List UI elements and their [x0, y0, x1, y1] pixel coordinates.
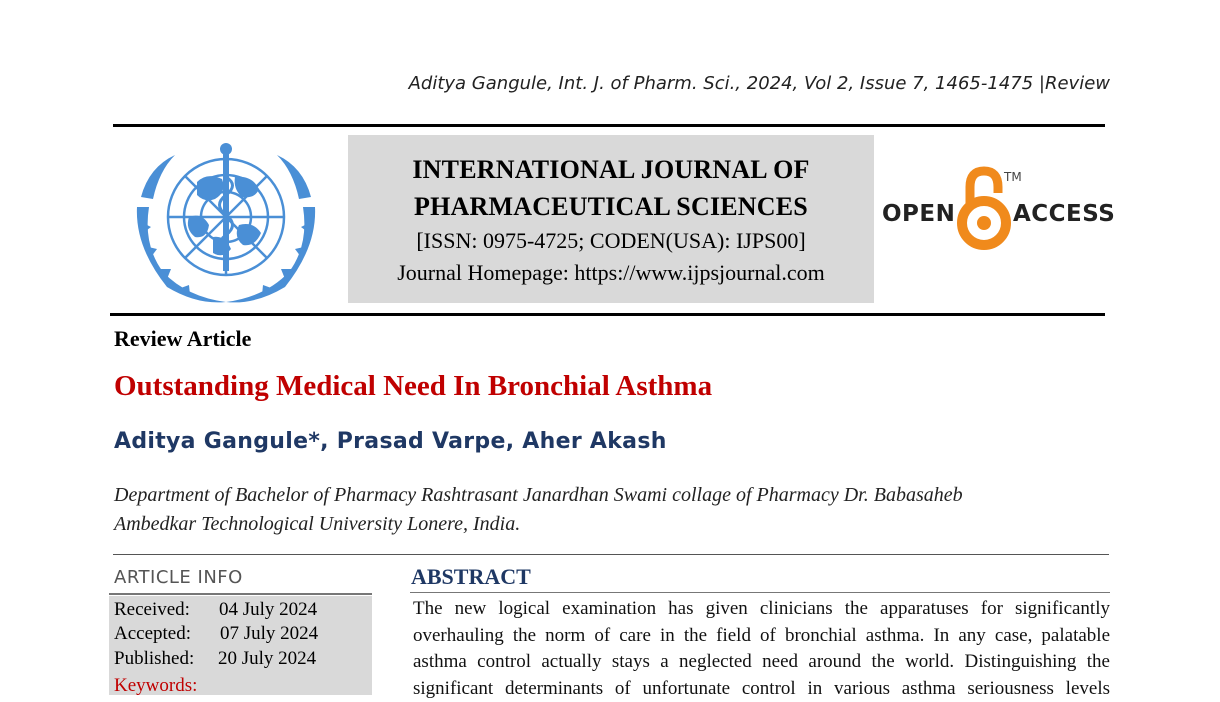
author-affiliation — [114, 481, 1074, 539]
article-title: Outstanding Medical Need In Bronchial Asthma — [114, 370, 712, 403]
article-info-box — [109, 596, 372, 695]
un-emblem-icon — [127, 137, 325, 307]
journal-title-box — [348, 135, 874, 303]
open-access-access-text: ACCESS — [1013, 201, 1115, 227]
abstract-line: asthma control actually stays a neglected need around the world. Distinguishing the — [413, 649, 1110, 676]
received-date: 04 July 2024 — [219, 599, 317, 621]
article-type: Review Article — [114, 326, 251, 352]
abstract-rule — [410, 592, 1110, 593]
abstract-line: overhauling the norm of care in the field of bronchial asthma. In any case, palatable — [413, 623, 1110, 650]
published-row — [114, 648, 194, 670]
article-info-heading: ARTICLE INFO — [114, 567, 243, 588]
accepted-date: 07 July 2024 — [220, 623, 318, 645]
received-row — [114, 599, 190, 621]
abstract-line: The new logical examination has given clinicians the apparatuses for significantly — [413, 596, 1110, 623]
published-label: Published: — [114, 648, 194, 670]
abstract-line: significant determinants of unfortunate control in various asthma seriousness levels — [413, 676, 1110, 702]
header-bottom-rule — [110, 313, 1105, 316]
accepted-label: Accepted: — [114, 623, 191, 645]
accepted-row — [114, 623, 191, 645]
citation-header: Aditya Gangule, Int. J. of Pharm. Sci., 2024, Vol 2, Issue 7, 1465-1475 |Review — [409, 73, 1110, 94]
journal-homepage[interactable]: Journal Homepage: https://www.ijpsjournal.com — [348, 257, 874, 289]
section-divider — [113, 554, 1109, 555]
open-access-logo — [880, 165, 1110, 255]
received-label: Received: — [114, 599, 190, 621]
journal-title-line2: PHARMACEUTICAL SCIENCES — [348, 188, 874, 225]
journal-title — [348, 151, 874, 225]
abstract-body — [413, 596, 1110, 702]
author-list: Aditya Gangule*, Prasad Varpe, Aher Akash — [114, 429, 667, 454]
open-access-open-text: OPEN — [882, 201, 955, 227]
affiliation-line: Ambedkar Technological University Lonere, India. — [114, 510, 1074, 539]
journal-issn: [ISSN: 0975-4725; CODEN(USA): IJPS00] — [348, 225, 874, 257]
abstract-heading: ABSTRACT — [411, 564, 531, 590]
article-info-rule — [109, 593, 372, 595]
open-access-tm: TM — [1004, 170, 1022, 184]
published-date: 20 July 2024 — [218, 648, 316, 670]
header-top-rule — [113, 124, 1105, 127]
affiliation-line: Department of Bachelor of Pharmacy Rashtrasant Janardhan Swami collage of Pharmacy Dr. Babasaheb — [114, 481, 1074, 510]
journal-title-line1: INTERNATIONAL JOURNAL OF — [348, 151, 874, 188]
keywords-row — [114, 675, 197, 697]
keywords-label: Keywords: — [114, 675, 197, 697]
